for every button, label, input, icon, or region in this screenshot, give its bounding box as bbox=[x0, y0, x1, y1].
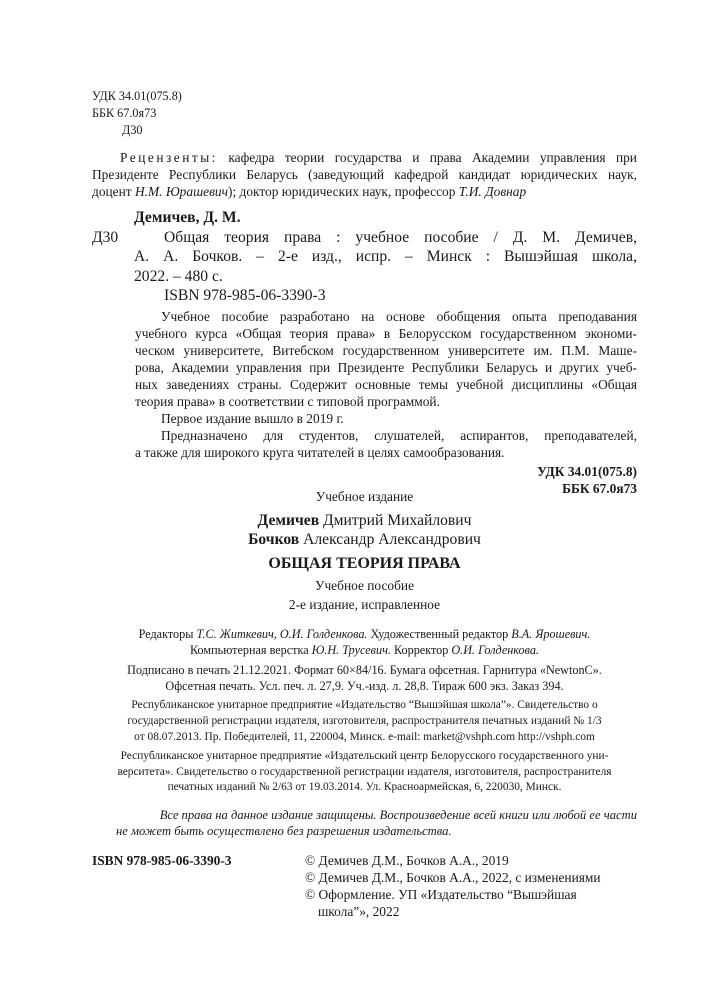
catalog-isbn: ISBN 978-985-06-3390-3 bbox=[164, 287, 326, 304]
book-title: ОБЩАЯ ТЕОРИЯ ПРАВА bbox=[268, 555, 461, 572]
isbn: ISBN 978-985-06-3390-3 bbox=[92, 853, 232, 868]
author-name: Дмитрий Михайлович bbox=[319, 512, 472, 529]
reviewers-text: доцент bbox=[92, 184, 135, 199]
reviewers-text: Президенте Республики Беларусь (заведующий кафедрой кандидат юридических наук, bbox=[92, 167, 637, 182]
annotation-line: теория права» в соответствии с типовой программой. bbox=[135, 394, 440, 409]
author-name: Александр Александрович bbox=[299, 531, 481, 548]
copyright-line: © Демичев Д.М., Бочков А.А., 2019 bbox=[305, 853, 509, 868]
imprint-titles bbox=[92, 488, 637, 613]
bbk-code-bold: ББК 67.0я73 bbox=[562, 481, 637, 496]
reviewers-label: Рецензенты: bbox=[120, 150, 218, 165]
author-surname: Демичев bbox=[257, 512, 320, 529]
audience-line: а также для широкого круга читателей в целях самообразования. bbox=[135, 445, 505, 460]
catalog-entry bbox=[92, 208, 637, 306]
print-info: Офсетная печать. Усл. печ. л. 27,9. Уч.-изд. л. 28,8. Тираж 600 экз. Заказ 394. bbox=[165, 678, 564, 693]
author-sign: Д30 bbox=[122, 123, 143, 137]
first-edition-note: Первое издание вышло в 2019 г. bbox=[161, 411, 344, 426]
annotation-line: ных заведениях страны. Содержит основные темы учебной дисциплины «Общая bbox=[135, 377, 637, 392]
copyright-line: © Оформление. УП «Издательство “Вышэйшая bbox=[305, 887, 577, 902]
reviewers-text: ); доктор юридических наук, профессор bbox=[228, 184, 459, 199]
reviewer-name: Т.И. Довнар bbox=[458, 184, 527, 199]
udk-code: УДК 34.01(075.8) bbox=[92, 89, 182, 103]
annotation-line: Учебное пособие разработано на основе обобщения опыта преподавания bbox=[161, 309, 637, 324]
reviewer-name: Н.М. Юрашевич bbox=[134, 184, 229, 199]
edition-type: Учебное издание bbox=[315, 489, 414, 504]
layout-line: Компьютерная верстка Ю.Н. Трусевич. Корректор О.И. Голденкова. bbox=[190, 642, 539, 657]
imprint-details bbox=[92, 627, 637, 796]
book-subtitle: Учебное пособие bbox=[314, 578, 415, 593]
copyright-line: школа”», 2022 bbox=[318, 904, 400, 919]
bbk-code: ББК 67.0я73 bbox=[92, 106, 157, 120]
reviewers bbox=[92, 149, 637, 200]
printer-info: Республиканское унитарное предприятие «Издательский центр Белорусского государственного уни- верситета». Свидетельство о государственной регистрации издателя, изготовителя, распространителя печатных изданий № 2/63 от 19.03.2014. Ул. Красноармейская, 6, 220030, Минск. bbox=[117, 750, 612, 794]
copyright-line: © Демичев Д.М., Бочков А.А., 2022, с изменениями bbox=[305, 870, 601, 885]
annotation-line: ческом университете, Витебском государственном университете им. П.М. Маше- bbox=[135, 343, 637, 358]
catalog-line: Общая теория права : учебное пособие / Д. М. Демичев, bbox=[164, 228, 637, 246]
publisher-info: Республиканское унитарное предприятие «Издательство “Вышэйшая школа”». Свидетельство о государственной регистрации издателя, изготовителя, распространителя печатных изданий № 1/3 от 08.07.2013. Пр. Победителей, 11, 220004, Минск. e-mail: market@vshph.com http://vshph.com bbox=[127, 699, 602, 743]
classification-header bbox=[92, 88, 182, 139]
print-info: Подписано в печать 21.12.2021. Формат 60×84/16. Бумага офсетная. Гарнитура «NewtonC». bbox=[127, 663, 602, 678]
edition-info: 2-е издание, исправленное bbox=[288, 597, 441, 612]
copyright-block bbox=[305, 852, 601, 920]
catalog-line: 2022. – 480 с. bbox=[134, 267, 223, 285]
udk-code-bold: УДК 34.01(075.8) bbox=[537, 464, 637, 479]
audience-line: Предназначено для студентов, слушателей, аспирантов, преподавателей, bbox=[161, 428, 637, 443]
editors-line: Редакторы Т.С. Житкевич, О.И. Голденкова. Художественный редактор В.А. Ярошевич. bbox=[138, 627, 591, 641]
author-surname: Бочков bbox=[248, 531, 300, 548]
catalog-line: А. А. Бочков. – 2-е изд., испр. – Минск : Вышэйшая школа, bbox=[134, 248, 637, 265]
annotation-line: учебного курса «Общая теория права» в Белорусском государственном экономи- bbox=[135, 326, 637, 341]
catalog-code: Д30 bbox=[92, 228, 119, 246]
annotation bbox=[135, 308, 637, 497]
annotation-line: рова, Академии управления при Президенте Республики Беларусь и других учеб- bbox=[135, 360, 637, 375]
rights-notice: Все права на данное издание защищены. Воспроизведение всей книги или любой ее части не может быть осуществлено без разрешения издательства. bbox=[116, 808, 637, 838]
catalog-author: Демичев, Д. М. bbox=[134, 209, 241, 226]
reviewers-text: кафедра теории государства и права Академии управления при bbox=[228, 150, 637, 165]
